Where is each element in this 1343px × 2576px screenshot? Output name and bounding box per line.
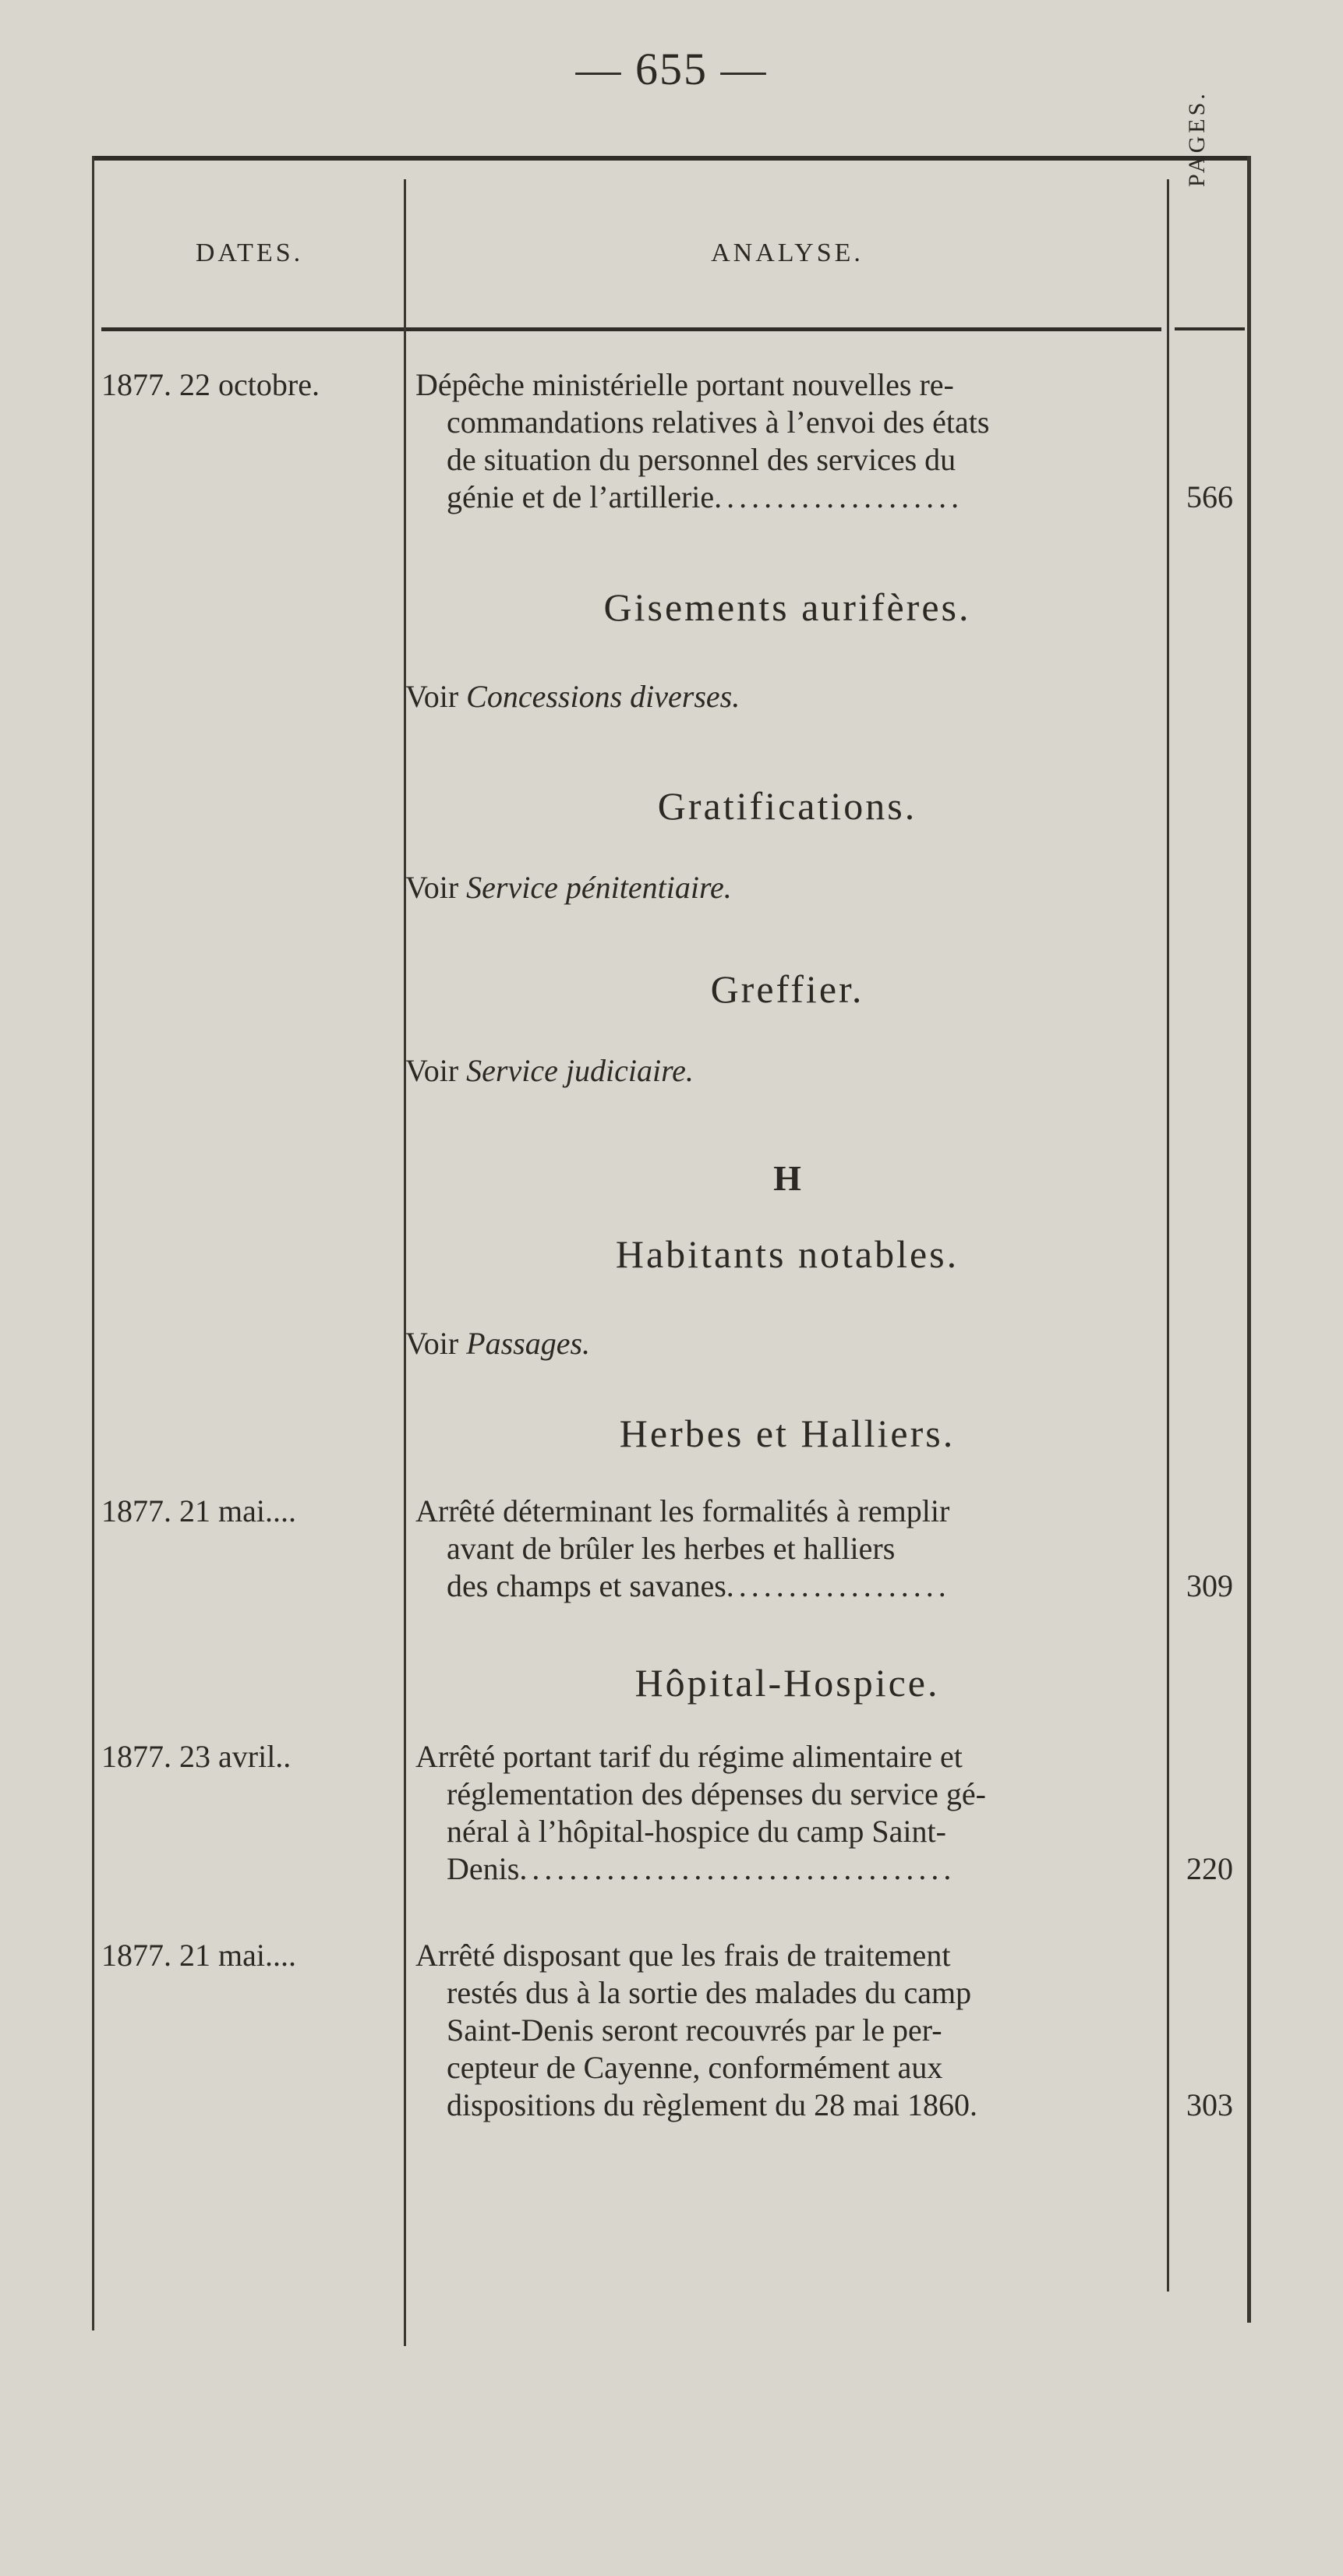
see-reference: Passages.	[466, 1326, 591, 1361]
entry-date: 1877. 21 mai....	[101, 1493, 296, 1528]
see-reference: Service pénitentiaire.	[466, 870, 732, 905]
entry-line: de situation du personnel des services du	[447, 442, 956, 477]
page-reference: 566	[1186, 479, 1233, 514]
see-also	[405, 869, 732, 906]
entry-line: Dépêche ministérielle portant nouvelles re-	[415, 367, 954, 402]
page-number: — 655 —	[575, 44, 768, 94]
page-reference: 303	[1186, 2087, 1233, 2122]
entry-text	[415, 1738, 1172, 1888]
section-heading: Gisements aurifères.	[603, 585, 971, 629]
outer-left-rule	[92, 156, 94, 2330]
entry-line: Saint-Denis seront recouvrés par le per-	[447, 2012, 942, 2048]
see-label: Voir	[405, 1326, 459, 1361]
entry-line: dispositions du règlement du 28 mai 1860.	[447, 2087, 978, 2122]
header-pages: PAGES.	[1184, 90, 1210, 187]
see-label: Voir	[405, 1053, 459, 1088]
entry-line: réglementation des dépenses du service gé-	[447, 1776, 986, 1811]
see-also	[405, 678, 740, 715]
top-rule	[92, 156, 1249, 161]
entry-date: 1877. 23 avril..	[101, 1739, 292, 1774]
leader-dots: ...................................	[519, 1851, 956, 1886]
header-rule-right	[1175, 327, 1245, 330]
section-heading: Greffier.	[710, 967, 864, 1011]
see-label: Voir	[405, 679, 459, 714]
entry-line: Denis	[447, 1851, 520, 1886]
entry-line: Arrêté disposant que les frais de traitement	[415, 1938, 951, 1973]
entry-line: avant de brûler les herbes et halliers	[447, 1531, 896, 1566]
entry-line: néral à l’hôpital-hospice du camp Saint-	[447, 1814, 946, 1849]
entry-date: 1877. 21 mai....	[101, 1938, 296, 1973]
page-reference: 220	[1186, 1851, 1233, 1886]
entry-line: des champs et savanes	[447, 1568, 726, 1603]
section-heading: Gratifications.	[657, 784, 917, 828]
header-rule-left	[101, 327, 1161, 331]
page-reference: 309	[1186, 1568, 1233, 1603]
entry-line: Arrêté déterminant les formalités à remplir	[415, 1493, 950, 1528]
see-also	[405, 1052, 694, 1089]
entry-text	[415, 1493, 1172, 1605]
entry-date: 1877. 22 octobre.	[101, 367, 320, 402]
leader-dots: ..................	[726, 1568, 951, 1603]
entry-line: génie et de l’artillerie	[447, 479, 715, 514]
entry-line: commandations relatives à l’envoi des états	[447, 405, 990, 440]
entry-text	[415, 366, 1172, 516]
see-reference: Service judiciaire.	[466, 1053, 694, 1088]
entry-line: cepteur de Cayenne, conformément aux	[447, 2050, 943, 2085]
header-dates: DATES.	[195, 239, 304, 267]
see-label: Voir	[405, 870, 459, 905]
section-heading: Habitants notables.	[615, 1232, 960, 1276]
see-reference: Concessions diverses.	[466, 679, 740, 714]
header-analyse: ANALYSE.	[711, 239, 864, 267]
entry-line: Arrêté portant tarif du régime alimentaire et	[415, 1739, 963, 1774]
see-also	[405, 1325, 590, 1362]
section-heading: Herbes et Halliers.	[619, 1412, 956, 1455]
leader-dots: ....................	[714, 479, 964, 514]
section-letter: H	[773, 1158, 801, 1198]
entry-line: restés dus à la sortie des malades du camp	[447, 1975, 972, 2010]
section-heading: Hôpital-Hospice.	[634, 1661, 940, 1705]
entry-text	[415, 1937, 1172, 2124]
outer-right-rule	[1247, 156, 1251, 2323]
